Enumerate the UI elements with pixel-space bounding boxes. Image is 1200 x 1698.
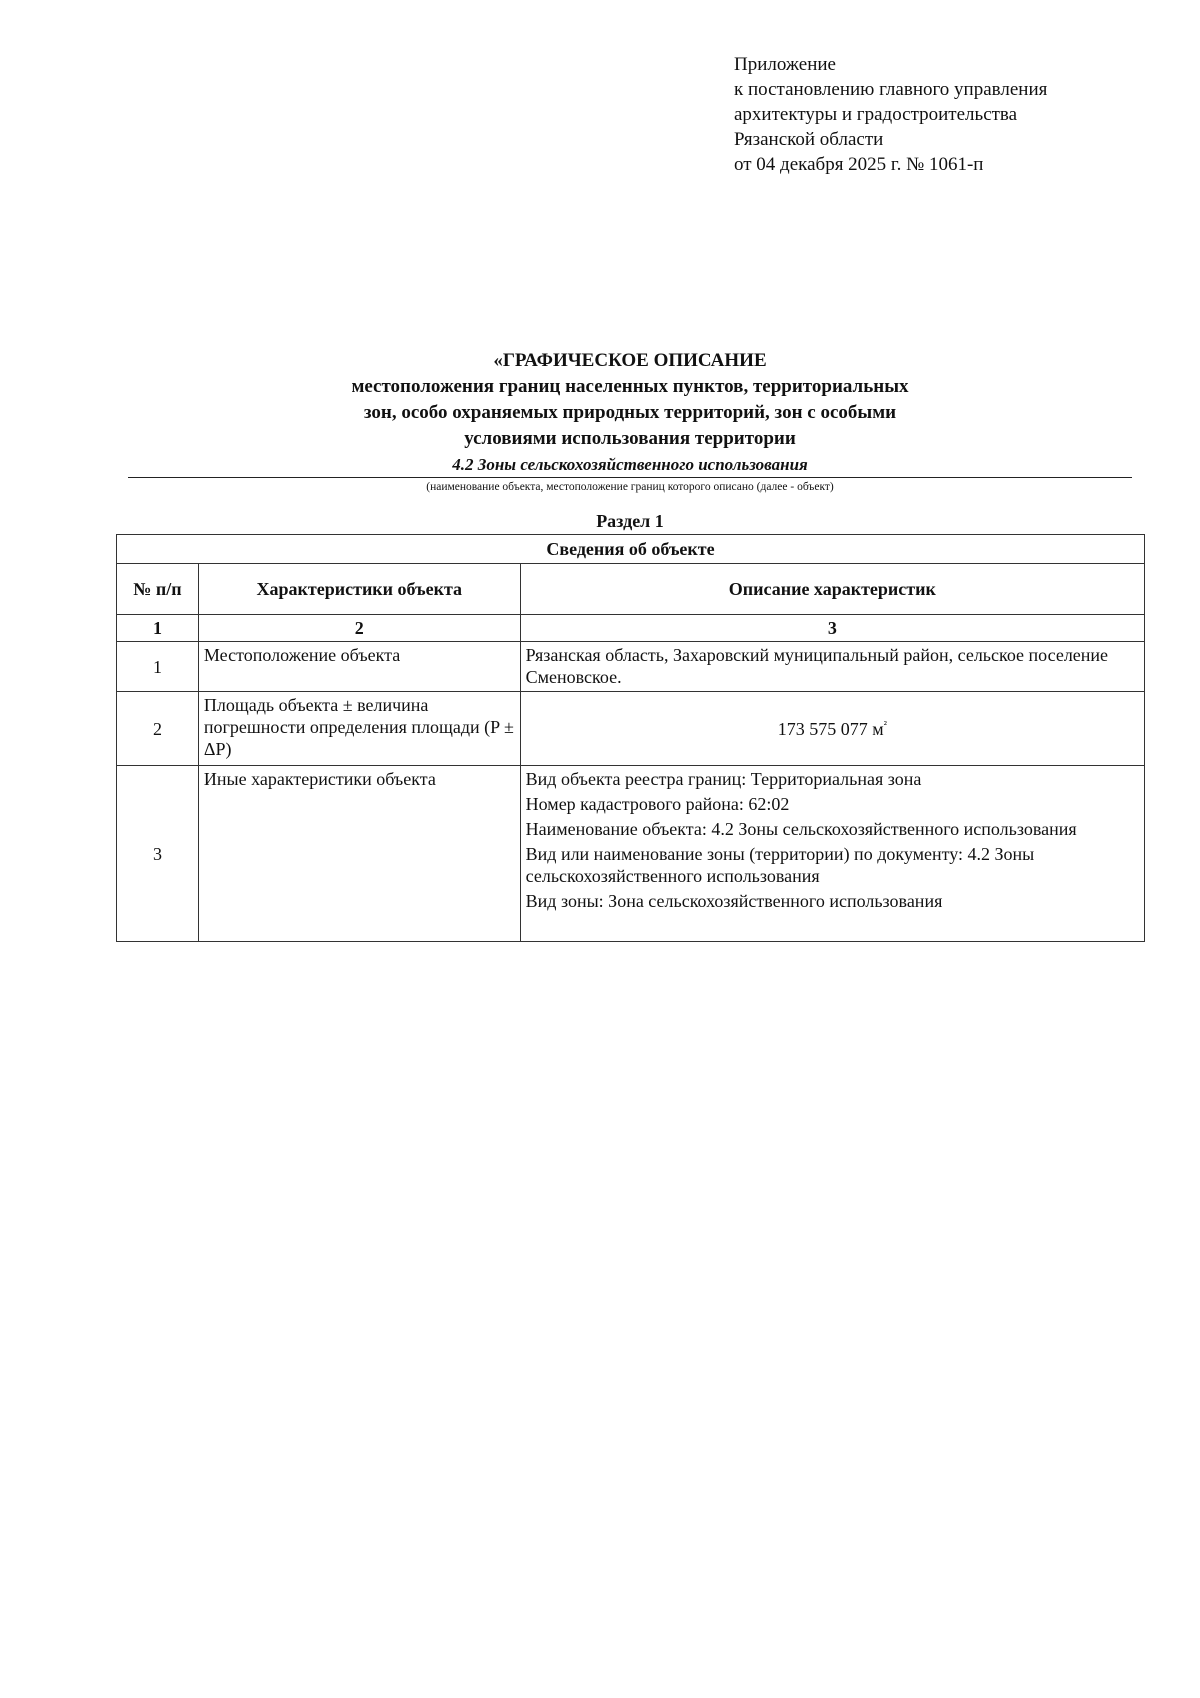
object-info-table [116,534,1145,942]
area-value: 173 575 077 м [777,718,884,739]
object-caption: (наименование объекта, местоположение границ которого описано (далее - объект) [426,481,834,493]
object-name: 4.2 Зоны сельскохозяйственного использования [452,455,808,474]
header-characteristics: Характеристики объекта [198,564,520,615]
column-number: 1 [117,615,199,642]
appendix-line: к постановлению главного управления [734,79,1048,100]
row-number: 1 [117,642,199,692]
appendix-line: Рязанской области [734,129,884,150]
area-unit-superscript: ² [883,718,887,731]
document-subtitle-line: условиями использования территории [464,428,796,449]
appendix-line: архитектуры и градостроительства [734,104,1018,125]
section-title: Раздел 1 [596,511,664,531]
table-header-row [117,564,1145,615]
appendix-header [734,52,1174,177]
description-line: Вид объекта реестра границ: Территориальная зона [525,769,922,789]
table-row [117,692,1145,766]
row-characteristic: Площадь объекта ± величина погрешности определения площади (P ± ΔP) [198,692,520,766]
description-line: Вид или наименование зоны (территории) по документу: 4.2 Зоны сельскохозяйственного использования [525,844,1035,886]
appendix-line: Приложение [734,54,836,75]
row-description [520,766,1144,942]
description-line: Рязанская область, Захаровский муниципальный район, сельское поселение Сменовское. [525,645,1109,687]
table-row [117,766,1145,942]
column-number: 3 [520,615,1144,642]
row-number: 3 [117,766,199,942]
description-line: Вид зоны: Зона сельскохозяйственного использования [525,891,943,911]
description-line: Наименование объекта: 4.2 Зоны сельскохозяйственного использования [525,819,1077,839]
row-number: 2 [117,692,199,766]
row-characteristic: Местоположение объекта [198,642,520,692]
table-caption-row [117,535,1145,564]
row-description-area [520,692,1144,766]
document-subtitle-line: зон, особо охраняемых природных территорий, зон с особыми [363,402,897,423]
column-number: 2 [198,615,520,642]
table-row [117,642,1145,692]
document-subtitle-line: местоположения границ населенных пунктов, территориальных [351,376,909,397]
table-caption: Сведения об объекте [117,535,1145,564]
appendix-line: от 04 декабря 2025 г. № 1061-п [734,154,984,175]
object-name-underline [128,477,1132,478]
column-number-row [117,615,1145,642]
header-num: № п/п [117,564,199,615]
description-line: Номер кадастрового района: 62:02 [525,794,790,814]
row-characteristic: Иные характеристики объекта [198,766,520,942]
header-description: Описание характеристик [520,564,1144,615]
document-title: «ГРАФИЧЕСКОЕ ОПИСАНИЕ [493,350,767,371]
row-description [520,642,1144,692]
document-title-block [128,348,1132,494]
